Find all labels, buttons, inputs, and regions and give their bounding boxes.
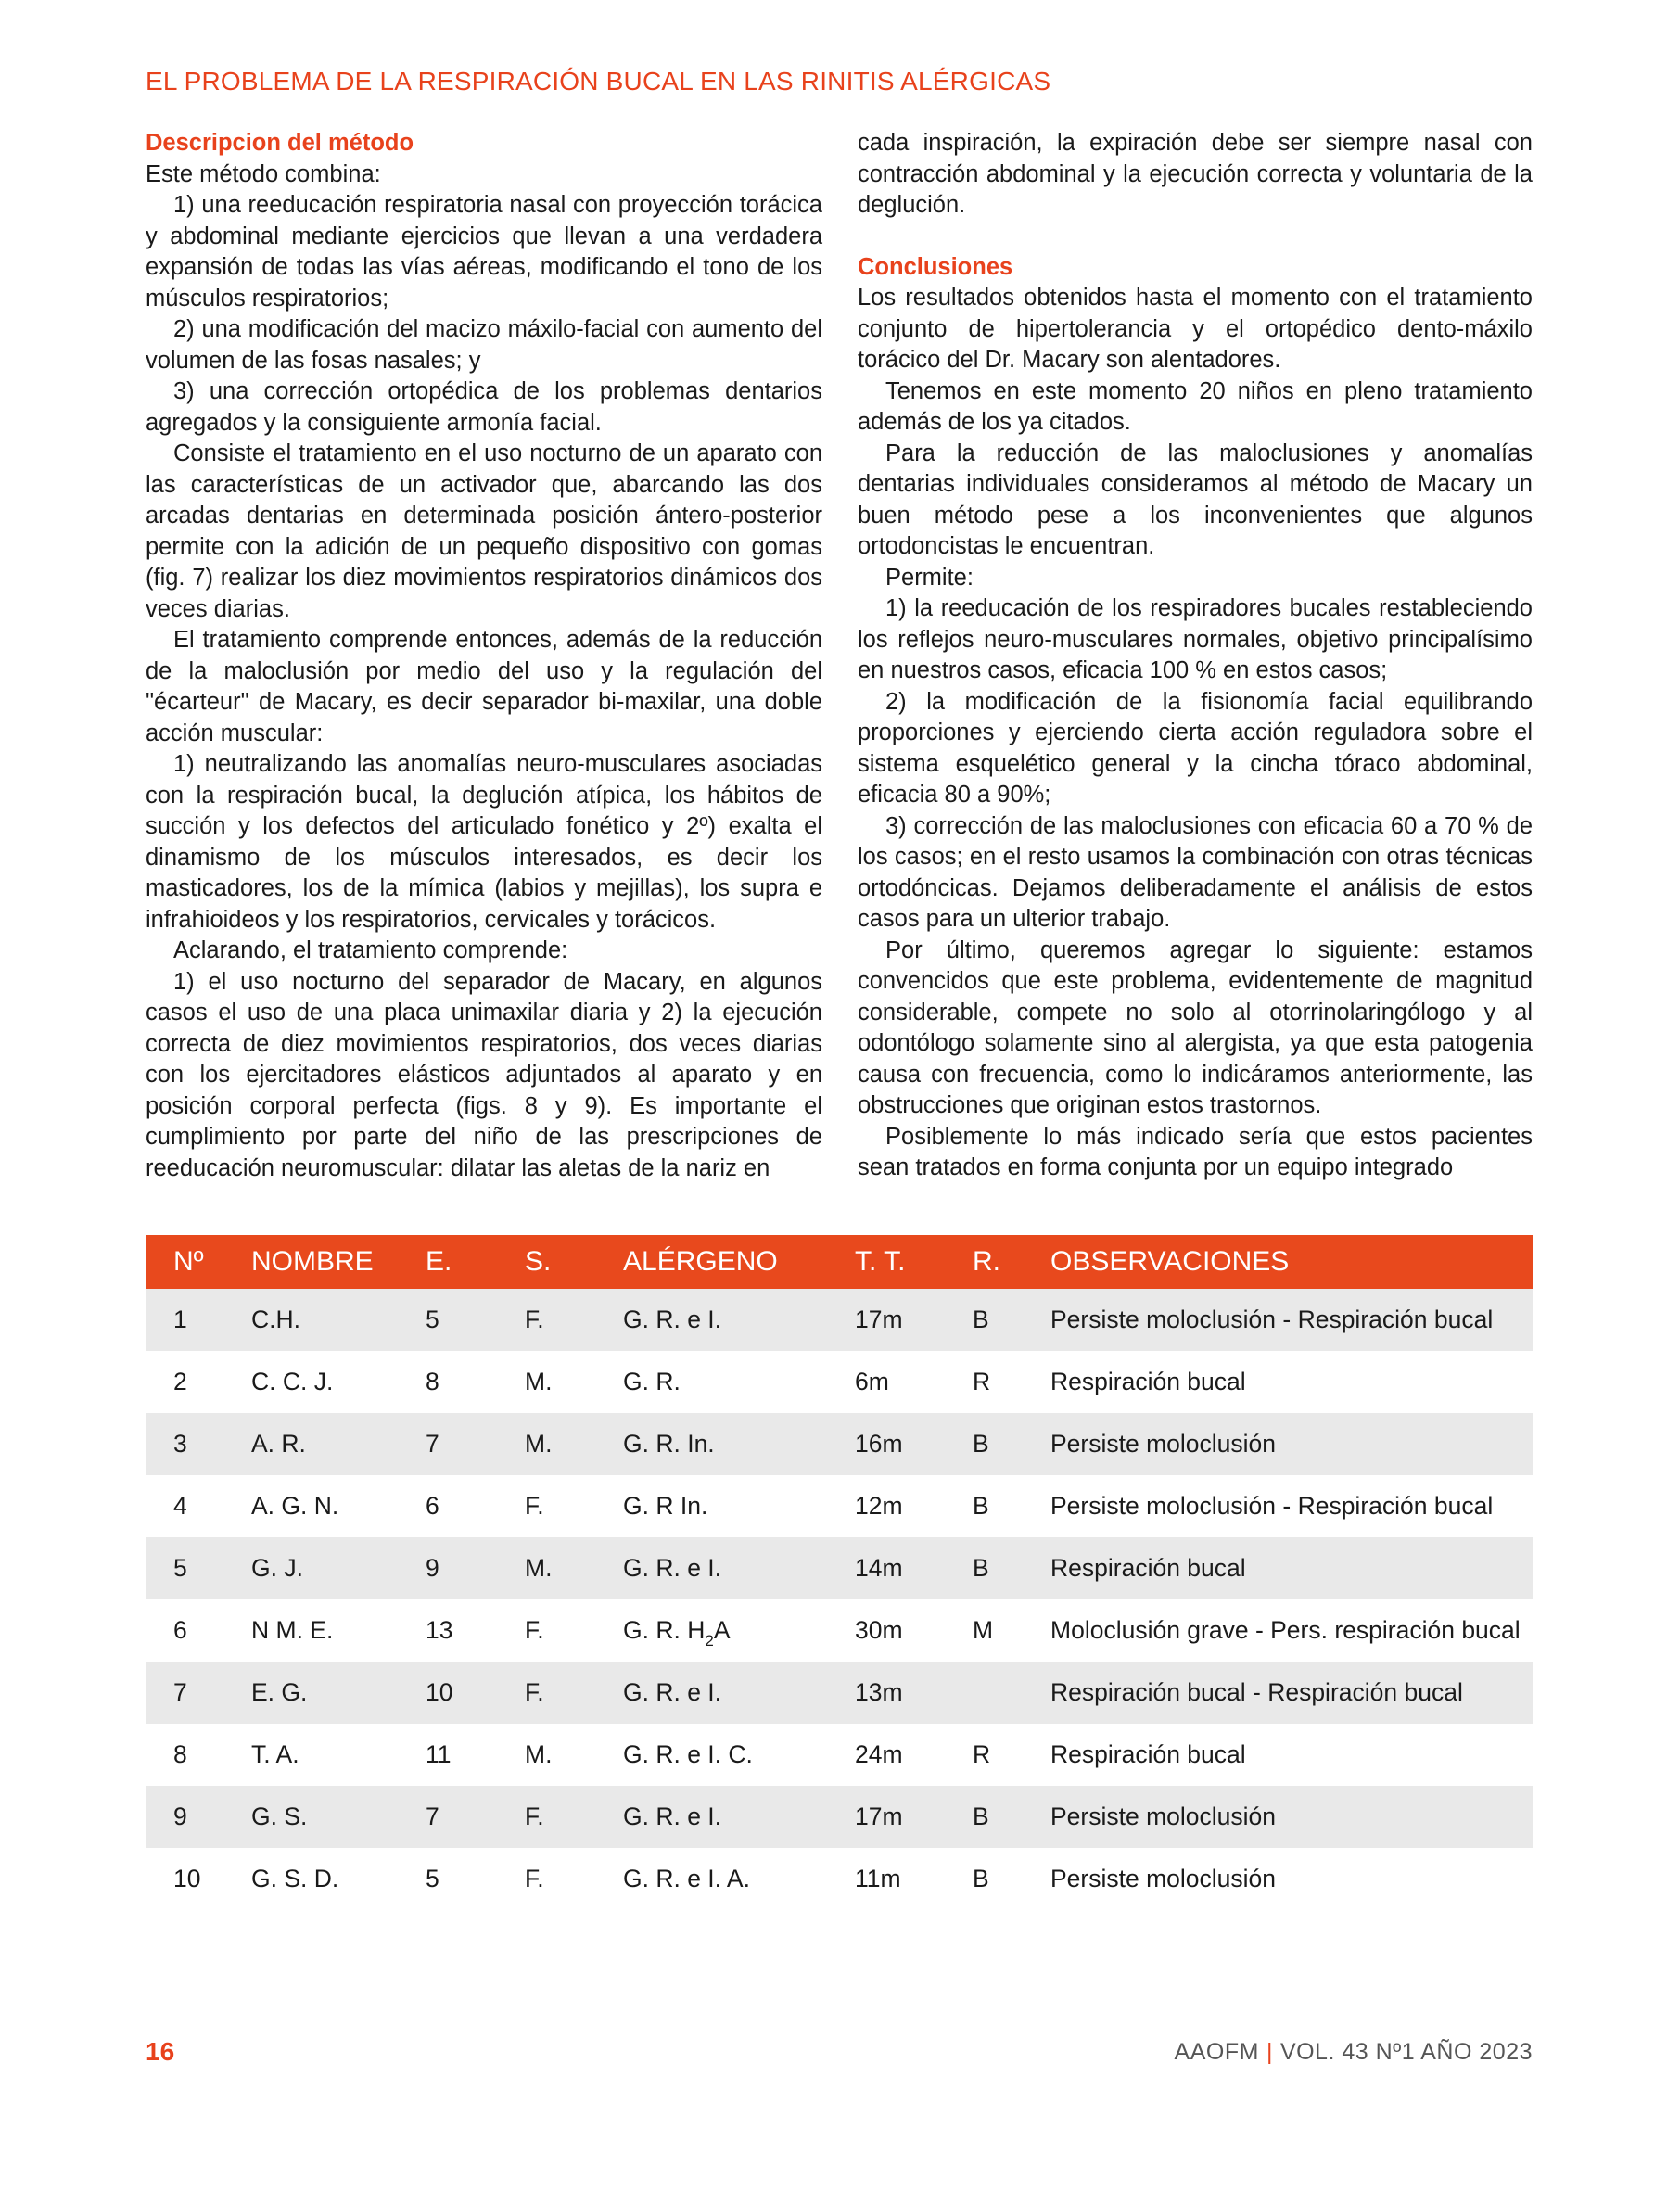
cell-sex: F. (525, 1662, 623, 1724)
section-heading-conclusions: Conclusiones (858, 253, 1013, 280)
cell-treatment-time: 12m (855, 1492, 903, 1520)
paragraph: Este método combina: (146, 160, 381, 187)
cell-observations: Persiste moloclusión (1050, 1786, 1533, 1848)
column-header-age: E. (426, 1235, 525, 1289)
cell-result: B (973, 1865, 989, 1892)
paragraph: 1) el uso nocturno del separador de Macary, en algunos casos el uso de una placa unimaxilar diaria y 2) la ejecución correcta de diez movimientos respiratorios, dos veces diarias con los ejercitadores elásticos adjuntados al aparato y en posición corporal perfecta (figs. 8 y 9). Es importante el cumplimiento por parte del niño de las prescripciones de reeducación neuromuscular: dilatar las aletas de la nariz en (146, 968, 822, 1181)
cell-allergen: G. R. e I. (623, 1537, 855, 1599)
cell-sex: M. (525, 1413, 623, 1475)
cell-age: 9 (426, 1537, 525, 1599)
cell-observations: Persiste moloclusión - Respiración bucal (1050, 1492, 1494, 1520)
cell-sex: M. (525, 1740, 553, 1768)
cell-sex: F. (525, 1786, 623, 1848)
cell-allergen: G. R In. (623, 1492, 708, 1520)
cell-name: G. S. (251, 1786, 426, 1848)
journal-name: AAOFM (1174, 2039, 1259, 2065)
cell-treatment-time: 6m (855, 1368, 889, 1395)
cell-name: A. G. N. (251, 1492, 339, 1520)
column-header-treatment-time: T. T. (855, 1235, 973, 1289)
running-header: EL PROBLEMA DE LA RESPIRACIÓN BUCAL EN LAS RINITIS ALÉRGICAS (146, 67, 1051, 96)
cell-sex: M. (525, 1368, 553, 1395)
table-row (146, 1537, 1533, 1599)
cell-observations: Respiración bucal (1050, 1537, 1533, 1599)
column-header-result: R. (973, 1235, 1050, 1289)
table-row (146, 1475, 1533, 1537)
cell-age: 6 (426, 1492, 439, 1520)
paragraph-continuation: cada inspiración, la expiración debe ser siempre nasal con contracción abdominal y la ejecución correcta y voluntaria de la deglución. (858, 130, 1533, 218)
cell-age: 13 (426, 1616, 453, 1644)
paragraph: 1) una reeducación respiratoria nasal con proyección torácica y abdominal mediante ejercicios que llevan a una verdadera expansión de todas las vías aéreas, modificando el tono de los músculos respiratorios; (146, 192, 822, 312)
cell-name: N M. E. (251, 1616, 334, 1644)
cell-number: 6 (173, 1616, 187, 1644)
cell-number: 4 (173, 1492, 187, 1520)
cell-allergen: G. R. e I. (623, 1289, 855, 1351)
cell-treatment-time: 17m (855, 1289, 973, 1351)
cell-age: 8 (426, 1368, 439, 1395)
subscript-digit: 2 (705, 1632, 714, 1650)
cell-result: B (973, 1786, 1050, 1848)
column-header-name: NOMBRE (251, 1235, 426, 1289)
right-column (858, 128, 1533, 1184)
cell-treatment-time: 14m (855, 1537, 973, 1599)
paragraph: 1) la reeducación de los respiradores bucales restableciendo los reflejos neuro-musculares normales, objetivo principalísimo en nuestros casos, eficacia 100 % en estos casos; (858, 595, 1533, 683)
paragraph: 2) la modificación de la fisionomía facial equilibrando proporciones y ejerciendo cierta acción reguladora sobre el sistema esquelético general y la cincha tóraco abdominal, eficacia 80 a 90%; (858, 688, 1533, 808)
cell-number: 9 (146, 1786, 251, 1848)
cell-result: B (973, 1492, 989, 1520)
patients-table (146, 1235, 1533, 1910)
paragraph: Por último, queremos agregar lo siguiente: estamos convencidos que este problema, evidentemente de magnitud considerable, compete no solo al otorrinolaringólogo y al odontólogo solamente sino al alergista, ya que esta patogenia causa con frecuencia, como lo indicáramos anteriormente, las obstrucciones que originan estos trastornos. (858, 936, 1533, 1118)
table-row (146, 1289, 1533, 1351)
allergen-text: G. R. H (623, 1616, 706, 1644)
cell-treatment-time: 11m (855, 1865, 901, 1892)
cell-observations: Persiste moloclusión (1050, 1865, 1277, 1892)
cell-result: M (973, 1616, 994, 1644)
cell-result (973, 1662, 1050, 1724)
journal-issue: VOL. 43 Nº1 AÑO 2023 (1279, 2039, 1533, 2065)
paragraph: Aclarando, el tratamiento comprende: (173, 937, 568, 963)
table-row (146, 1413, 1533, 1475)
cell-name: T. A. (251, 1740, 299, 1768)
cell-number: 1 (146, 1289, 251, 1351)
paragraph: 3) una corrección ortopédica de los problemas dentarios agregados y la consiguiente armonía facial. (146, 378, 822, 436)
cell-result: B (973, 1537, 1050, 1599)
column-header-number: Nº (146, 1235, 251, 1289)
paragraph: El tratamiento comprende entonces, además de la reducción de la maloclusión por medio del uso y la regulación del "écarteur" de Macary, es decir separador bi-maxilar, una doble acción muscular: (146, 627, 822, 746)
paragraph: Para la reducción de las maloclusiones y anomalías dentarias individuales consideramos al método de Macary un buen método pese a los inconvenientes que algunos ortodoncistas le encuentran. (858, 439, 1533, 559)
cell-sex: F. (525, 1492, 544, 1520)
table-row (146, 1786, 1533, 1848)
cell-name: G. J. (251, 1537, 426, 1599)
cell-name: E. G. (251, 1662, 426, 1724)
left-column (146, 128, 822, 1184)
table-row (146, 1724, 1533, 1786)
paragraph: Posiblemente lo más indicado sería que estos pacientes sean tratados en forma conjunta por un equipo integrado (858, 1123, 1533, 1180)
column-header-observations: OBSERVACIONES (1050, 1235, 1533, 1289)
cell-name: C. C. J. (251, 1368, 334, 1395)
cell-observations: Respiración bucal - Respiración bucal (1050, 1662, 1533, 1724)
cell-sex: M. (525, 1537, 623, 1599)
cell-allergen: G. R. (623, 1368, 681, 1395)
paragraph: 2) una modificación del macizo máxilo-facial con aumento del volumen de las fosas nasales; y (146, 316, 822, 374)
paragraph: 1) neutralizando las anomalías neuro-musculares asociadas con la respiración bucal, la deglución atípica, los hábitos de succión y los defectos del articulado fonético y 2º) exalta el dinamismo de los músculos interesados, es decir los masticadores, los de la mímica (labios y mejillas), los supra e infrahioideos y los respiratorios, cervicales y torácicos. (146, 751, 822, 933)
cell-allergen (623, 1599, 855, 1662)
table-row (146, 1599, 1533, 1662)
cell-result: B (973, 1289, 1050, 1351)
paragraph: Consiste el tratamiento en el uso nocturno de un aparato con las características de un activador que, abarcando las dos arcadas dentarias en determinada posición ántero-posterior permite con la adición de un pequeño dispositivo con gomas (fig. 7) realizar los diez movimientos respiratorios dinámicos dos veces diarias. (146, 440, 822, 622)
cell-age: 7 (426, 1413, 525, 1475)
section-heading-method: Descripcion del método (146, 130, 414, 156)
cell-name: G. S. D. (251, 1865, 339, 1892)
cell-number: 8 (173, 1740, 187, 1768)
cell-age: 10 (426, 1662, 525, 1724)
cell-treatment-time: 30m (855, 1616, 903, 1644)
cell-age: 11 (426, 1740, 452, 1768)
paragraph: 3) corrección de las maloclusiones con eficacia 60 a 70 % de los casos; en el resto usamos la combinación con otras técnicas ortodóncicas. Dejamos deliberadamente el análisis de estos casos para un ulterior trabajo. (858, 812, 1533, 932)
table-row (146, 1662, 1533, 1724)
cell-observations: Moloclusión grave - Pers. respiración bucal (1050, 1616, 1521, 1644)
cell-number: 7 (146, 1662, 251, 1724)
paragraph: Tenemos en este momento 20 niños en pleno tratamiento además de los ya citados. (858, 377, 1533, 435)
cell-allergen: G. R. e I. (623, 1662, 855, 1724)
column-header-sex: S. (525, 1235, 623, 1289)
cell-treatment-time: 16m (855, 1413, 973, 1475)
cell-name: C.H. (251, 1289, 426, 1351)
cell-result: R (973, 1368, 991, 1395)
cell-allergen: G. R. e I. C. (623, 1740, 753, 1768)
cell-number: 3 (146, 1413, 251, 1475)
table-row (146, 1351, 1533, 1413)
cell-sex: F. (525, 1289, 623, 1351)
cell-treatment-time: 24m (855, 1740, 903, 1768)
cell-observations: Persiste moloclusión - Respiración bucal (1050, 1289, 1533, 1351)
cell-observations: Persiste moloclusión (1050, 1413, 1533, 1475)
cell-age: 5 (426, 1289, 525, 1351)
footer-separator: | (1266, 2039, 1273, 2065)
cell-allergen: G. R. e I. A. (623, 1865, 750, 1892)
cell-treatment-time: 17m (855, 1786, 973, 1848)
table-header-row (146, 1235, 1533, 1289)
cell-number: 5 (146, 1537, 251, 1599)
cell-number: 2 (173, 1368, 187, 1395)
column-header-allergen: ALÉRGENO (623, 1235, 855, 1289)
cell-age: 7 (426, 1786, 525, 1848)
paragraph: Permite: (885, 564, 974, 591)
cell-number: 10 (173, 1865, 201, 1892)
journal-footer (1175, 2039, 1533, 2066)
table-row (146, 1848, 1533, 1910)
allergen-text-end: A (713, 1616, 731, 1644)
cell-observations: Respiración bucal (1050, 1740, 1246, 1768)
cell-name: A. R. (251, 1413, 426, 1475)
cell-allergen: G. R. In. (623, 1413, 855, 1475)
cell-result: B (973, 1413, 1050, 1475)
cell-age: 5 (426, 1865, 439, 1892)
page-number: 16 (146, 2037, 175, 2066)
cell-treatment-time: 13m (855, 1662, 973, 1724)
cell-allergen: G. R. e I. (623, 1786, 855, 1848)
cell-observations: Respiración bucal (1050, 1368, 1246, 1395)
cell-result: R (973, 1740, 991, 1768)
cell-sex: F. (525, 1865, 544, 1892)
cell-sex: F. (525, 1616, 544, 1644)
paragraph: Los resultados obtenidos hasta el momento con el tratamiento conjunto de hipertolerancia y el ortopédico dento-máxilo torácico del Dr. Macary son alentadores. (858, 285, 1533, 373)
patients-table-wrapper (146, 1235, 1533, 1910)
